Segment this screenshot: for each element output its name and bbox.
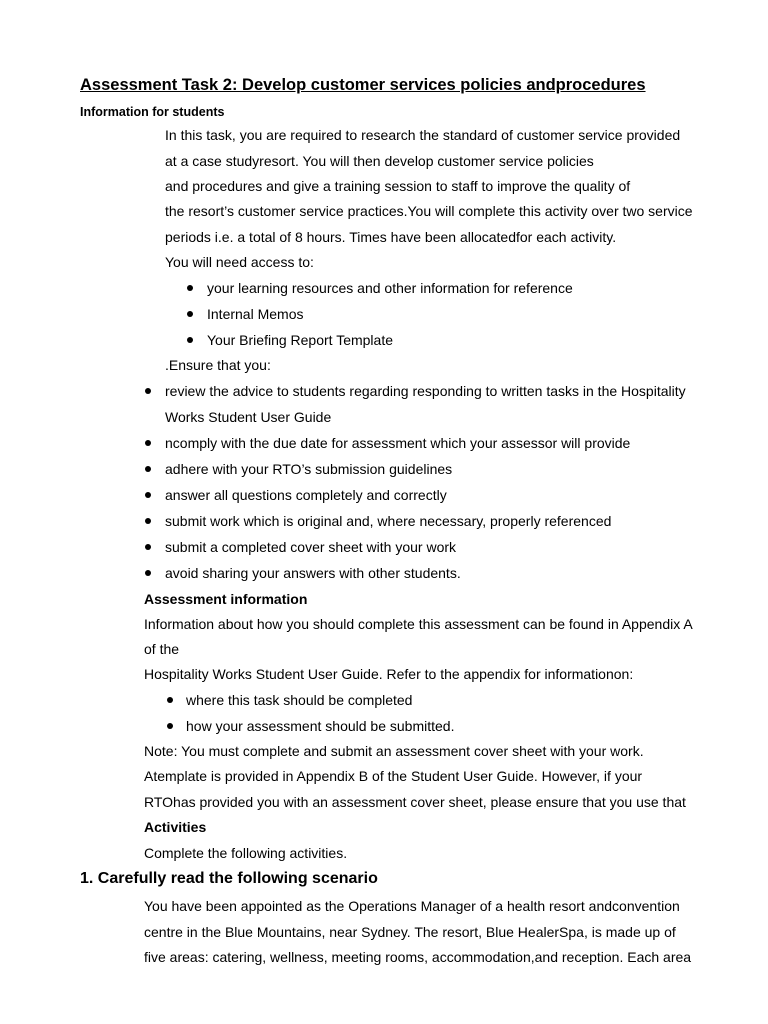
note-line: Atemplate is provided in Appendix B of the Student User Guide. However, if your — [144, 768, 643, 784]
intro-line: at a case studyresort. You will then develop customer service policies — [165, 153, 594, 169]
bullet — [145, 492, 151, 498]
ensure-item: adhere with your RTO’s submission guidelines — [165, 461, 453, 477]
assessment-line: Hospitality Works Student User Guide. Refer to the appendix for informationon: — [144, 666, 634, 682]
assessment-line: Information about how you should complete this assessment can be found in Appendix A — [144, 616, 693, 632]
access-item: your learning resources and other information for reference — [207, 280, 573, 296]
access-item: Your Briefing Report Template — [207, 332, 393, 348]
ensure-item: avoid sharing your answers with other students. — [165, 565, 461, 581]
note-line: RTOhas provided you with an assessment cover sheet, please ensure that you use that — [144, 794, 686, 810]
appendix-item: where this task should be completed — [186, 692, 413, 708]
activities-text: Complete the following activities. — [144, 845, 348, 861]
bullet — [187, 285, 193, 291]
bullet — [145, 388, 151, 394]
info-heading: Information for students — [80, 105, 225, 119]
activities-heading: Activities — [144, 819, 207, 835]
ensure-item: answer all questions completely and correctly — [165, 487, 447, 503]
intro-line: periods i.e. a total of 8 hours. Times have been allocatedfor each activity. — [165, 229, 617, 245]
section-heading: 1. Carefully read the following scenario — [80, 870, 378, 887]
ensure-item: review the advice to students regarding responding to written tasks in the Hospitality — [165, 383, 686, 399]
intro-line: You will need access to: — [165, 254, 314, 270]
ensure-label: .Ensure that you: — [165, 357, 271, 373]
intro-line: and procedures and give a training session to staff to improve the quality of — [165, 178, 631, 194]
bullet — [145, 466, 151, 472]
bullet — [187, 337, 193, 343]
ensure-item-continuation: Works Student User Guide — [165, 409, 332, 425]
intro-line: the resort’s customer service practices.You will complete this activity over two service — [165, 203, 693, 219]
appendix-item: how your assessment should be submitted. — [186, 718, 455, 734]
ensure-item: submit work which is original and, where necessary, properly referenced — [165, 513, 612, 529]
bullet — [167, 697, 173, 703]
note-line: Note: You must complete and submit an assessment cover sheet with your work. — [144, 743, 644, 759]
bullet — [145, 570, 151, 576]
bullet — [145, 440, 151, 446]
scenario-line: five areas: catering, wellness, meeting rooms, accommodation,and reception. Each area — [144, 949, 692, 965]
assessment-heading: Assessment information — [144, 591, 308, 607]
bullet — [187, 311, 193, 317]
ensure-item: submit a completed cover sheet with your work — [165, 539, 457, 555]
scenario-line: You have been appointed as the Operations Manager of a health resort andconvention — [144, 898, 680, 914]
scenario-line: centre in the Blue Mountains, near Sydney. The resort, Blue HealerSpa, is made up of — [144, 924, 676, 940]
bullet — [145, 518, 151, 524]
ensure-item: ncomply with the due date for assessment which your assessor will provide — [165, 435, 631, 451]
intro-line: In this task, you are required to research the standard of customer service provided — [165, 127, 681, 143]
assessment-line: of the — [144, 641, 180, 657]
bullet — [167, 723, 173, 729]
access-item: Internal Memos — [207, 306, 304, 322]
document-title: Assessment Task 2: Develop customer services policies andprocedures — [80, 76, 646, 94]
bullet — [145, 544, 151, 550]
